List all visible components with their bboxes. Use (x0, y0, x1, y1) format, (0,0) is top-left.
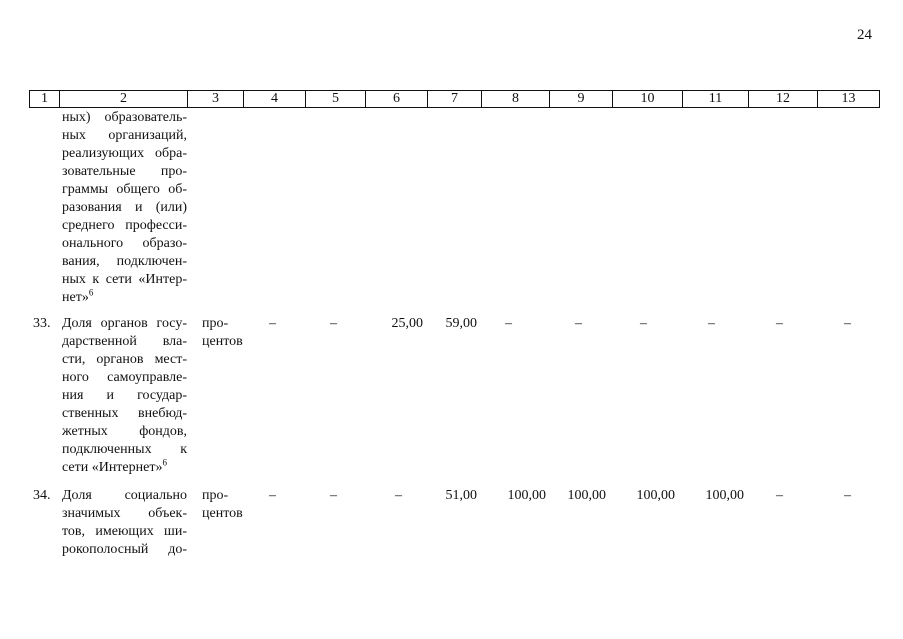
row-34-number: 34. (33, 488, 51, 503)
row-33-col-12: – (776, 316, 783, 331)
row-34-col-6: – (395, 488, 402, 503)
row-33-description (62, 315, 187, 477)
header-col-13: 13 (818, 91, 880, 107)
row-33-col-10: – (640, 316, 647, 331)
row-33-col-5: – (330, 316, 337, 331)
continuation-line: граммы общего об- (62, 182, 187, 197)
continuation-line: реализующих обра- (62, 146, 187, 161)
continuation-line: среднего професси- (62, 218, 187, 233)
row-34-col-10: 100,00 (636, 488, 675, 503)
header-col-8: 8 (482, 91, 550, 107)
header-col-6: 6 (366, 91, 428, 107)
header-col-7: 7 (428, 91, 482, 107)
row-34-line: тов, имеющих ши- (62, 524, 187, 539)
row-33-col-9: – (575, 316, 582, 331)
row-33-unit-line: про- (202, 316, 229, 331)
header-col-10: 10 (613, 91, 683, 107)
row-34-line: значимых объек- (62, 506, 187, 521)
header-col-5: 5 (306, 91, 366, 107)
header-col-1: 1 (30, 91, 60, 107)
header-col-3: 3 (188, 91, 244, 107)
continuation-line: онального образо- (62, 236, 187, 251)
continuation-line: ных организаций, (62, 128, 187, 143)
row-33-line: сти, органов мест- (62, 352, 187, 367)
row-33-line: ния и государ- (62, 388, 187, 403)
continuation-last-text: нет» (62, 290, 89, 305)
row-33-line: жетных фондов, (62, 424, 187, 439)
row-34-col-8: 100,00 (507, 488, 546, 503)
row-33-unit (202, 315, 243, 351)
row-33-col-11: – (708, 316, 715, 331)
row-34-description (62, 487, 187, 559)
row-33-unit-line: центов (202, 334, 243, 349)
row-34-col-9: 100,00 (567, 488, 606, 503)
row-34-col-11: 100,00 (705, 488, 744, 503)
continuation-line: ных) образователь- (62, 110, 187, 125)
header-col-4: 4 (244, 91, 306, 107)
row-34-col-5: – (330, 488, 337, 503)
footnote-ref: 6 (88, 287, 94, 298)
row-33-line: ственных внебюд- (62, 406, 187, 421)
continuation-line (62, 289, 187, 307)
row-34-unit (202, 487, 243, 523)
row-33-col-4: – (269, 316, 276, 331)
row-33-line: дарственной вла- (62, 334, 187, 349)
row-33-col-8: – (505, 316, 512, 331)
header-col-9: 9 (550, 91, 613, 107)
row-33-line: ного самоуправле- (62, 370, 187, 385)
row-34-unit-line: про- (202, 488, 229, 503)
row-34-col-12: – (776, 488, 783, 503)
row-33-number: 33. (33, 316, 51, 331)
row-33-line: Доля органов госу- (62, 316, 187, 331)
table-header-row (29, 90, 880, 108)
row-33-last-text: сети «Интернет» (62, 460, 163, 475)
row-34-col-4: – (269, 488, 276, 503)
row-34-col-13: – (844, 488, 851, 503)
continuation-line: разования и (или) (62, 200, 187, 215)
row-33-col-13: – (844, 316, 851, 331)
header-col-12: 12 (749, 91, 818, 107)
row-34-unit-line: центов (202, 506, 243, 521)
continuation-line: вания, подключен- (62, 254, 187, 269)
row-33-line (62, 459, 187, 477)
footnote-ref: 6 (162, 457, 167, 468)
row-34-col-7: 51,00 (445, 488, 477, 503)
row-34-line: Доля социально (62, 488, 187, 503)
page-number: 24 (857, 27, 872, 43)
continuation-line: зовательные про- (62, 164, 187, 179)
row-33-col-7: 59,00 (445, 316, 477, 331)
continuation-description (62, 109, 187, 307)
row-33-col-6: 25,00 (391, 316, 423, 331)
continuation-line: ных к сети «Интер- (62, 272, 187, 287)
row-33-line: подключенных к (62, 442, 187, 457)
row-34-line: рокополосный до- (62, 542, 187, 557)
header-col-2: 2 (60, 91, 188, 107)
header-col-11: 11 (683, 91, 749, 107)
